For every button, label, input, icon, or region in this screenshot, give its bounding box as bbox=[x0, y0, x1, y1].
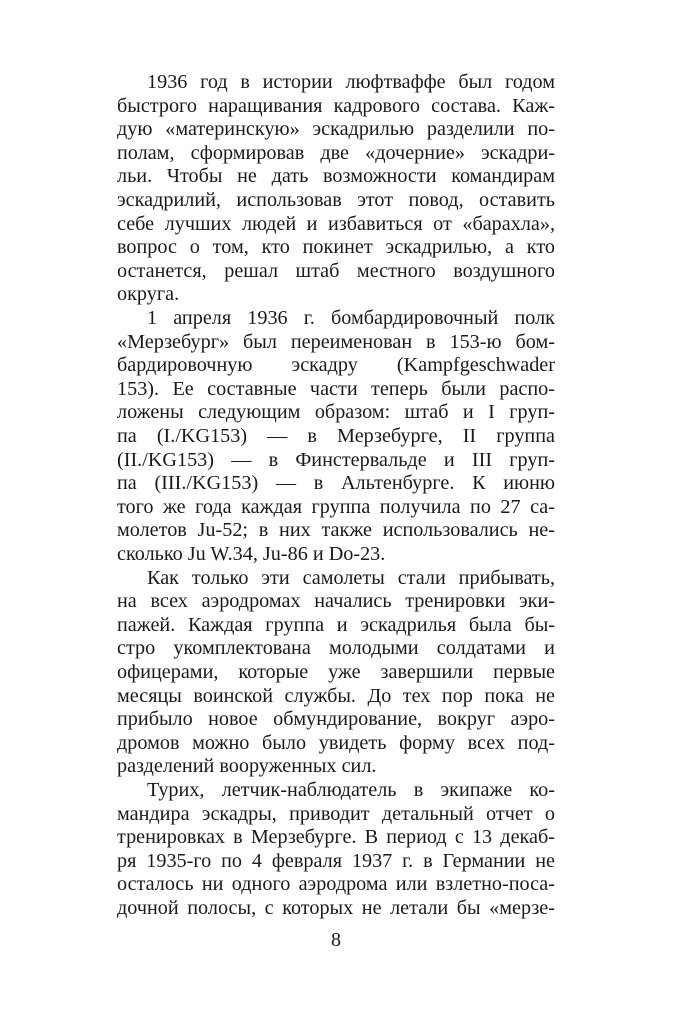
text-line: прибыло новое обмундирование, вокруг аэро- bbox=[117, 708, 555, 731]
text-line: льи. Чтобы не дать возможности командирам bbox=[117, 165, 555, 188]
text-line: «Мерзебург» был переименован в 153-ю бом- bbox=[117, 330, 555, 353]
book-page bbox=[117, 0, 555, 1021]
text-line: Турих, летчик-наблюдатель в экипаже ко- bbox=[147, 779, 555, 801]
page-number: 8 bbox=[331, 929, 341, 951]
text-line: полам, сформировав две «дочерние» эскадри- bbox=[117, 141, 555, 164]
text-line: эскадрилий, использовав этот повод, оставить bbox=[117, 189, 555, 211]
text-line: вопрос о том, кто покинет эскадрилью, а кто bbox=[117, 236, 555, 259]
text-line: тренировках в Мерзебурге. В период с 13 декаб- bbox=[117, 826, 555, 849]
text-line: останется, решал штаб местного воздушного bbox=[117, 259, 555, 282]
text-line: сколько Ju W.34, Ju-86 и Do-23. bbox=[117, 543, 386, 565]
text-line: Как только эти самолеты стали прибывать, bbox=[147, 566, 555, 589]
text-line: пажей. Каждая группа и эскадрилья была бы- bbox=[117, 613, 555, 636]
text-line: месяцы воинской службы. До тех пор пока не bbox=[117, 684, 555, 707]
text-line: па (III./KG153) — в Альтенбурге. К июню bbox=[117, 472, 555, 495]
text-line: 1936 год в истории люфтваффе был годом bbox=[147, 71, 555, 93]
text-line: себе лучших людей и избавиться от «барахла», bbox=[117, 212, 555, 235]
text-line: быстрого наращивания кадрового состава. Каж- bbox=[117, 94, 555, 117]
text-line: бардировочную эскадру (Kampfgeschwader bbox=[117, 354, 555, 377]
text-line: округа. bbox=[117, 283, 180, 306]
text-line: офицерами, которые уже завершили первые bbox=[117, 661, 555, 683]
text-line: ложены следующим образом: штаб и I груп- bbox=[117, 401, 555, 424]
text-line: па (I./KG153) — в Мерзебурге, II группа bbox=[117, 425, 555, 447]
text-line: того же года каждая группа получила по 27 са- bbox=[117, 495, 555, 518]
text-line: дую «материнскую» эскадрилью разделили по- bbox=[117, 118, 555, 141]
text-line: разделений вооруженных сил. bbox=[117, 755, 377, 778]
text-line: 153). Ее составные части теперь были распо- bbox=[117, 377, 555, 400]
text-line: мандира эскадры, приводит детальный отчет о bbox=[117, 802, 555, 825]
text-line: ря 1935-го по 4 февраля 1937 г. в Германии не bbox=[117, 849, 555, 872]
text-line: (II./KG153) — в Финстервальде и III груп- bbox=[117, 448, 555, 471]
text-line: стро укомплектована молодыми солдатами и bbox=[117, 637, 555, 660]
text-line: осталось ни одного аэродрома или взлетно-поса- bbox=[117, 873, 555, 896]
text-line: дочной полосы, с которых не летали бы «мерзе- bbox=[117, 897, 555, 919]
text-line: дромов можно было увидеть форму всех под- bbox=[117, 731, 555, 754]
text-line: 1 апреля 1936 г. бомбардировочный полк bbox=[147, 307, 555, 329]
text-line: на всех аэродромах начались тренировки эки- bbox=[117, 590, 555, 613]
text-line: молетов Ju-52; в них также использовались не- bbox=[117, 519, 555, 542]
